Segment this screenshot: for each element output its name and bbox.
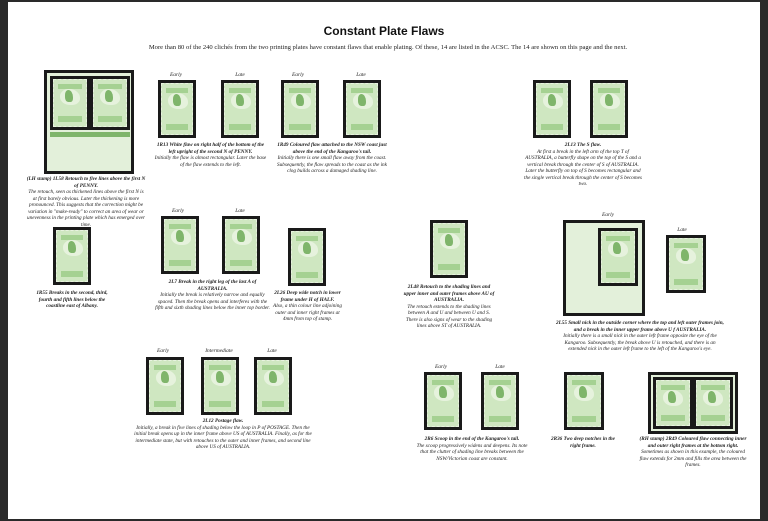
stamp-2l12-late: [254, 357, 292, 415]
label-late-2l55: Late: [677, 227, 687, 233]
caption-2l7: 2L7 Break in the right leg of the last A of AUSTRALIA. Initially the break is relatively narrow and equally spaced. Then the break opens and interferes with the fifth and sixth shading lines below the inner top border.: [155, 279, 270, 311]
stamp-2r6-early: [424, 372, 462, 430]
caption-2l26: 2L26 Deep wide notch in lower frame under H of HALF. Also, a thin colour line adjoining outer and inner right frames at 4mm from top of stamp.: [273, 290, 342, 322]
caption-1r49: 1R49 Coloured flaw attached to the NSW coast just above the end of the Kangaroo's tail. Initially there is one small flaw away from the coast. Subsequently, the flaw spreads to the coast as the ink clog builds across a damaged shading line.: [277, 142, 387, 174]
stamp-1l58-right: [90, 76, 130, 130]
caption-1l58: (LH stamp) 1L58 Retouch to five lines above the first N of PENNY. The retouch, seen as thickened lines above the first N is at first barely obvious. Later the thickening is more pronounced. This suggests that the correction might be variation in "make-ready" to correct an area of wear or unevenness in the printing plate which has emerged over time.: [26, 176, 146, 228]
caption-2l13: 2L13 The S flaw. At first a break in the left arm of the top T of AUSTRALIA, a butterfly shape on the top of the S and a vertical break through the center of S of AUSTRALIA. Later the butterfly on top of S becomes rectangular and the single vertical break through the center of S becomes two.: [524, 142, 642, 187]
stamp-2l55-early: [598, 228, 638, 286]
stamp-2r6-late: [481, 372, 519, 430]
album-page: [8, 2, 760, 519]
caption-2r36: 2R36 Two deep notches in the right frame.: [551, 436, 615, 449]
caption-2l55: 2L55 Small nick in the outside corner where the top and left outer frames join, and a break in the inner upper frame above U f AUSTRALIA. Initially there is a small nick in the outer left frame opposite the eye of the Kangaroo. Subsequently, the break above U is retouched, and there is an extended nick in the outer left frame to the left of the Kangaroo's eye.: [556, 320, 724, 352]
label-intermediate-2l12: Intermediate: [205, 348, 233, 354]
label-late-1r13: Late: [235, 72, 245, 78]
stamp-2l12-early: [146, 357, 184, 415]
label-late-2l7: Late: [235, 208, 245, 214]
stamp-2l26: [288, 228, 326, 286]
caption-2r6: 2R6 Scoop in the end of the Kangaroo's tail. The scoop progressively widens and deepens. Its note that the clutter of shading line breaks between the NSW/Victorian coast are constant.: [416, 436, 528, 462]
caption-2l48: 2L48 Retouch to the shading lines and upper inner and outer frames above AU of AUSTRALIA. The retouch extends to the shading lines between A and U and between U and S. There is also signs of wear to the shading lines above ST of AUSTRALIA.: [403, 284, 495, 329]
label-late-2r6: Late: [495, 364, 505, 370]
page-title: Constant Plate Flaws: [323, 24, 445, 38]
stamp-2r49-right: [693, 377, 733, 429]
intro-text: More than 80 of the 240 clichés from the two printing plates have constant flaws that enable plating. Of these, 14 are listed in the ACSC. The 14 are shown on this page and the next.: [148, 44, 628, 51]
stamp-2l12-intermediate: [201, 357, 239, 415]
caption-1r13: 1R13 White flaw on right half of the bottom of the left upright of the second N of PENNY. Initially the flaw is almost rectangular. Later the base of the flaw extends to the left.: [154, 142, 267, 168]
stamp-2l55-late: [666, 235, 706, 293]
label-early-1r13: Early: [170, 72, 182, 78]
stamp-1l58-left: [50, 76, 90, 130]
label-early-1r49: Early: [292, 72, 304, 78]
stamp-2l13-late: [590, 80, 628, 138]
stamp-2l7-early: [161, 216, 199, 274]
stamp-1r49-late: [343, 80, 381, 138]
caption-1r55: 1R55 Breaks in the second, third, fourth and fifth lines below the coastline east of Albany.: [36, 290, 108, 309]
stamp-1r13-late: [221, 80, 259, 138]
stamp-1r13-early: [158, 80, 196, 138]
stamp-2l48: [430, 220, 468, 278]
label-early-2l12: Early: [157, 348, 169, 354]
selvedge-bar: [50, 132, 130, 137]
stamp-2l13-early: [533, 80, 571, 138]
stamp-2l7-late: [222, 216, 260, 274]
label-early-2l55: Early: [602, 212, 614, 218]
stamp-1r55: [53, 227, 91, 285]
stamp-2r36: [564, 372, 604, 430]
caption-2r49: (RH stamp) 2R49 Coloured flaw connecting inner and outer right frames at the bottom right. Sometimes as shown in this example, the coloured flaw extends for 2mm and fills the area between the frames.: [639, 436, 747, 468]
label-late-2l12: Late: [267, 348, 277, 354]
label-late-1r49: Late: [356, 72, 366, 78]
caption-2l12: 2L12 Postage flaw. Initially, a break in five lines of shading below the loop in P of POSTAGE. Then the initial break opens up in the inner frame above US of AUSTRALIA. Finally, as for the intermediate state, but with retouches to the outer and inner frames, and second line above US of AUSTRALIA.: [134, 418, 312, 450]
label-early-2l7: Early: [172, 208, 184, 214]
stamp-1r49-early: [281, 80, 319, 138]
stamp-2r49-left: [653, 377, 693, 429]
label-early-2r6: Early: [435, 364, 447, 370]
